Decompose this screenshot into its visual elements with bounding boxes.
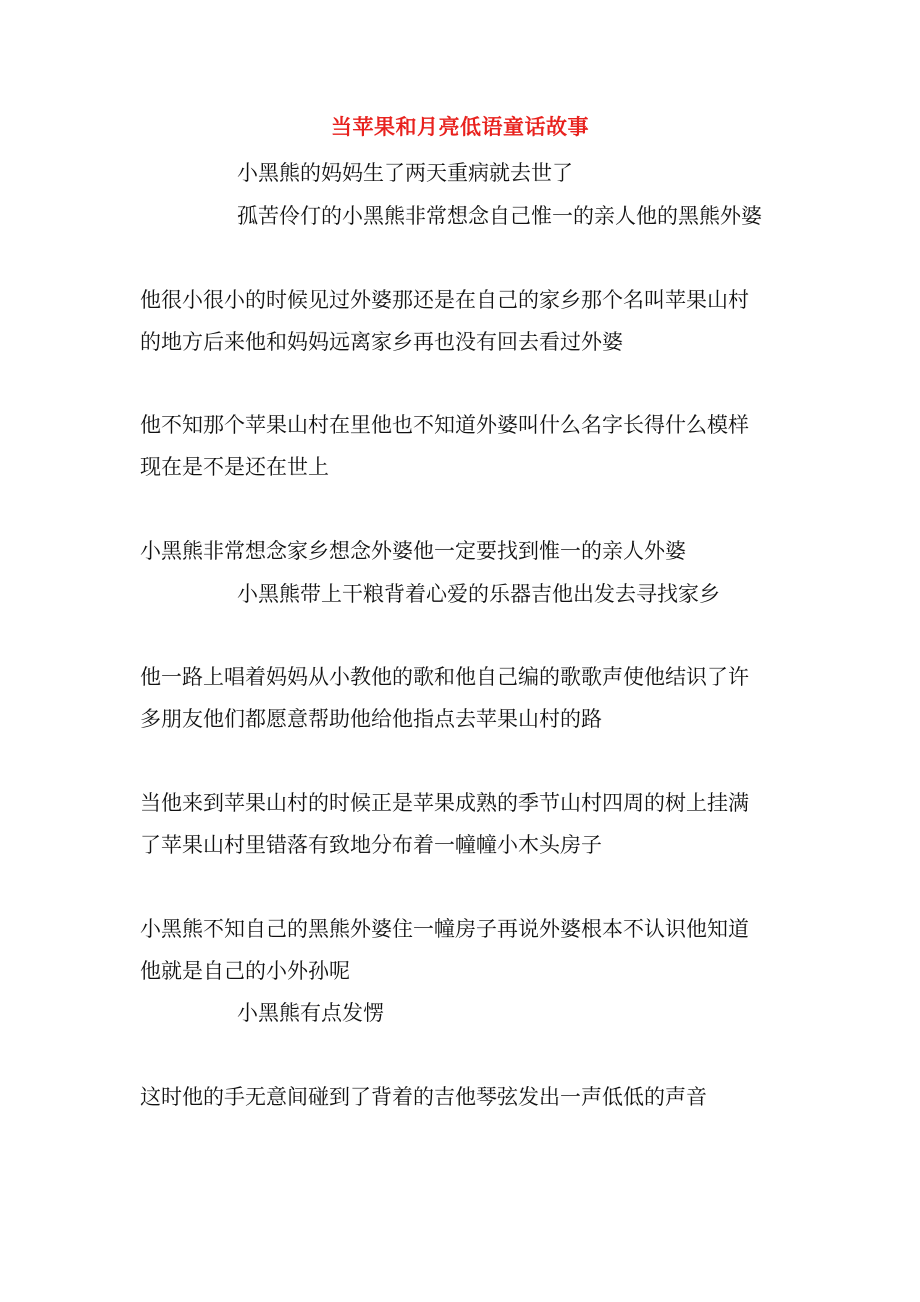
- text-line: 了苹果山村里错落有致地分布着一幢幢小木头房子: [140, 833, 602, 857]
- text-line: 他就是自己的小外孙呢: [140, 959, 350, 983]
- text-line: 孤苦伶仃的小黑熊非常想念自己惟一的亲人他的黑熊外婆: [237, 204, 762, 228]
- text-line: 小黑熊非常想念家乡想念外婆他一定要找到惟一的亲人外婆: [140, 539, 686, 563]
- text-line: 小黑熊的妈妈生了两天重病就去世了: [237, 161, 573, 185]
- text-line: 他不知那个苹果山村在里他也不知道外婆叫什么名字长得什么模样: [140, 413, 749, 437]
- text-line: 多朋友他们都愿意帮助他给他指点去苹果山村的路: [140, 707, 602, 731]
- document-title: 当苹果和月亮低语童话故事: [331, 115, 589, 139]
- text-line: 他很小很小的时候见过外婆那还是在自己的家乡那个名叫苹果山村: [140, 288, 749, 312]
- text-line: 小黑熊有点发愣: [237, 1001, 384, 1025]
- text-line: 小黑熊不知自己的黑熊外婆住一幢房子再说外婆根本不认识他知道: [140, 917, 749, 941]
- text-line: 他一路上唱着妈妈从小教他的歌和他自己编的歌歌声使他结识了许: [140, 665, 749, 689]
- text-line: 这时他的手无意间碰到了背着的吉他琴弦发出一声低低的声音: [140, 1085, 707, 1109]
- text-line: 小黑熊带上干粮背着心爱的乐器吉他出发去寻找家乡: [237, 582, 720, 606]
- text-line: 现在是不是还在世上: [140, 455, 329, 479]
- text-line: 当他来到苹果山村的时候正是苹果成熟的季节山村四周的树上挂满: [140, 791, 749, 815]
- text-line: 的地方后来他和妈妈远离家乡再也没有回去看过外婆: [140, 330, 623, 354]
